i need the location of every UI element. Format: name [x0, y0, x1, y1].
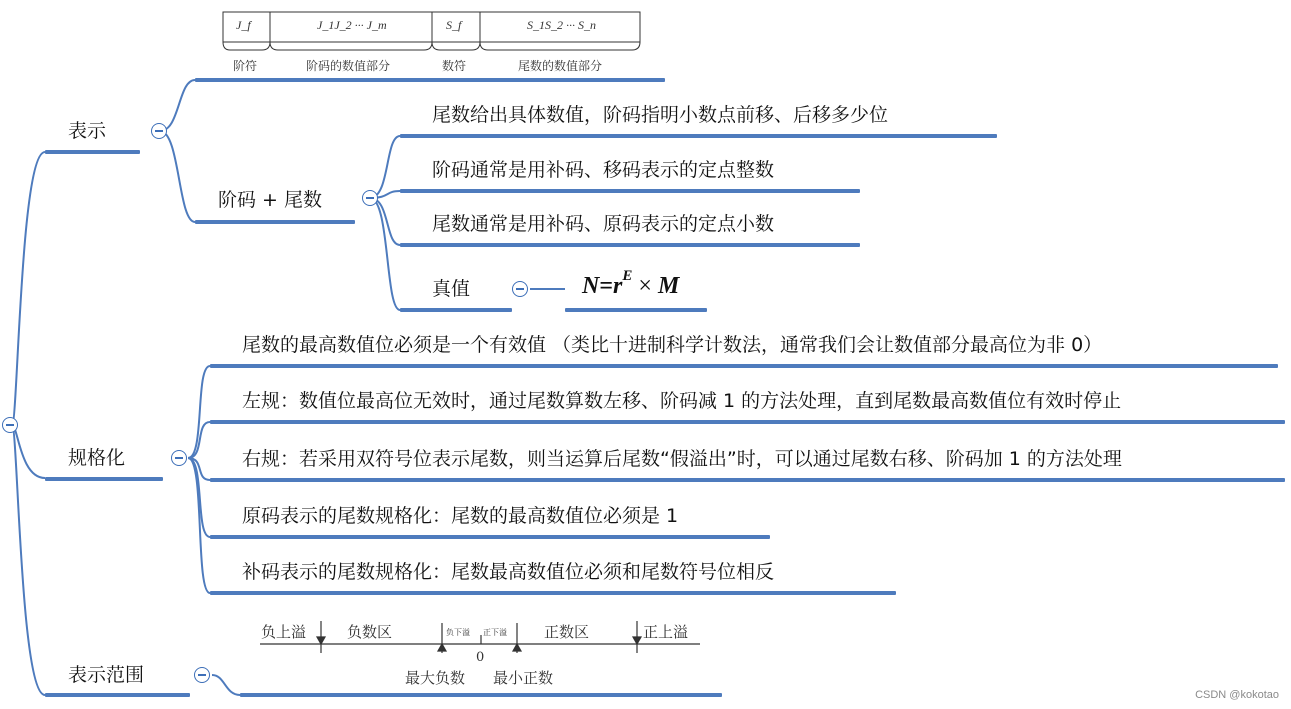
node-weishu-tongchang-underline — [400, 243, 860, 247]
format-label-shufu: 数符 — [442, 59, 467, 73]
format-label-jiema: 阶码的数值部分 — [306, 59, 391, 73]
format-label-weishu: 尾数的数值部分 — [518, 59, 603, 73]
format-label-jiefu: 阶符 — [233, 59, 258, 73]
node-guige-4-underline — [210, 535, 770, 539]
node-guigehua[interactable]: 规格化 — [68, 447, 126, 469]
range-neg-zone: 负数区 — [347, 623, 393, 641]
node-guige-1[interactable]: 尾数的最高数值位必须是一个有效值 （类比十进制科学计数法，通常我们会让数值部分最高位为非 0） — [242, 334, 1103, 356]
format-diagram-underline — [195, 78, 665, 82]
range-pos-zone: 正数区 — [544, 623, 590, 641]
node-guige-2-underline — [210, 420, 1285, 424]
format-diagram — [222, 8, 642, 78]
jiema-weishu-collapse-icon[interactable] — [362, 190, 378, 206]
node-weishu-geichu[interactable]: 尾数给出具体数值，阶码指明小数点前移、后移多少位 — [432, 104, 889, 126]
node-biaoshi-underline — [45, 150, 140, 154]
formula-n: N — [582, 273, 600, 299]
watermark: CSDN @kokotao — [1195, 689, 1279, 701]
format-cell-j: J_1J_2 ··· J_m — [317, 18, 387, 32]
node-biaoshi-fanwei-underline — [45, 693, 190, 697]
range-min-positive: 最小正数 — [493, 669, 554, 687]
range-pos-overflow: 正上溢 — [643, 623, 689, 641]
root-collapse-icon[interactable] — [2, 417, 18, 433]
node-guige-4[interactable]: 原码表示的尾数规格化：尾数的最高数值位必须是 1 — [242, 505, 679, 527]
biaoshi-fanwei-collapse-icon[interactable] — [194, 667, 210, 683]
node-jiema-tongchang-underline — [400, 189, 860, 193]
range-diagram — [255, 613, 705, 691]
range-pos-underflow: 正下溢 — [483, 628, 507, 637]
node-jiema-weishu[interactable]: 阶码 + 尾数 — [218, 189, 322, 211]
range-zero: 0 — [476, 650, 485, 665]
formula-truth-value — [582, 268, 680, 300]
formula-times: × — [638, 273, 652, 299]
node-weishu-geichu-underline — [400, 134, 997, 138]
node-zhenzhi[interactable]: 真值 — [432, 278, 471, 300]
biaoshi-collapse-icon[interactable] — [151, 123, 167, 139]
node-guige-2[interactable]: 左规：数值位最高位无效时，通过尾数算数左移、阶码减 1 的方法处理，直到尾数最高数值位有效时停止 — [242, 390, 1122, 412]
formula-r: r — [613, 273, 623, 299]
node-guigehua-underline — [45, 477, 163, 481]
node-biaoshi-fanwei[interactable]: 表示范围 — [68, 664, 145, 686]
node-jiema-weishu-underline — [195, 220, 355, 224]
range-neg-overflow: 负上溢 — [261, 623, 307, 641]
node-guige-1-underline — [210, 364, 1278, 368]
node-guige-5[interactable]: 补码表示的尾数规格化：尾数最高数值位必须和尾数符号位相反 — [242, 561, 775, 583]
node-guige-3[interactable]: 右规：若采用双符号位表示尾数，则当运算后尾数“假溢出”时，可以通过尾数右移、阶码加 1 的方法处理 — [242, 448, 1122, 470]
format-cell-s: S_1S_2 ··· S_n — [527, 18, 596, 32]
node-guige-5-underline — [210, 591, 896, 595]
format-cell-jf: J_f — [236, 18, 251, 32]
formula-m: M — [657, 273, 680, 299]
formula-eq: = — [599, 273, 614, 299]
node-zhenzhi-underline — [400, 308, 512, 312]
zhenzhi-collapse-icon[interactable] — [512, 281, 528, 297]
range-diagram-underline — [240, 693, 722, 697]
format-cell-sf: S_f — [446, 18, 462, 32]
node-weishu-tongchang[interactable]: 尾数通常是用补码、原码表示的定点小数 — [432, 213, 775, 235]
formula-e: E — [622, 268, 633, 284]
formula-underline — [565, 308, 707, 312]
range-max-negative: 最大负数 — [405, 669, 466, 687]
node-biaoshi[interactable]: 表示 — [68, 120, 107, 142]
node-guige-3-underline — [210, 478, 1285, 482]
range-neg-underflow: 负下溢 — [446, 628, 470, 637]
node-jiema-tongchang[interactable]: 阶码通常是用补码、移码表示的定点整数 — [432, 159, 775, 181]
guigehua-collapse-icon[interactable] — [171, 450, 187, 466]
